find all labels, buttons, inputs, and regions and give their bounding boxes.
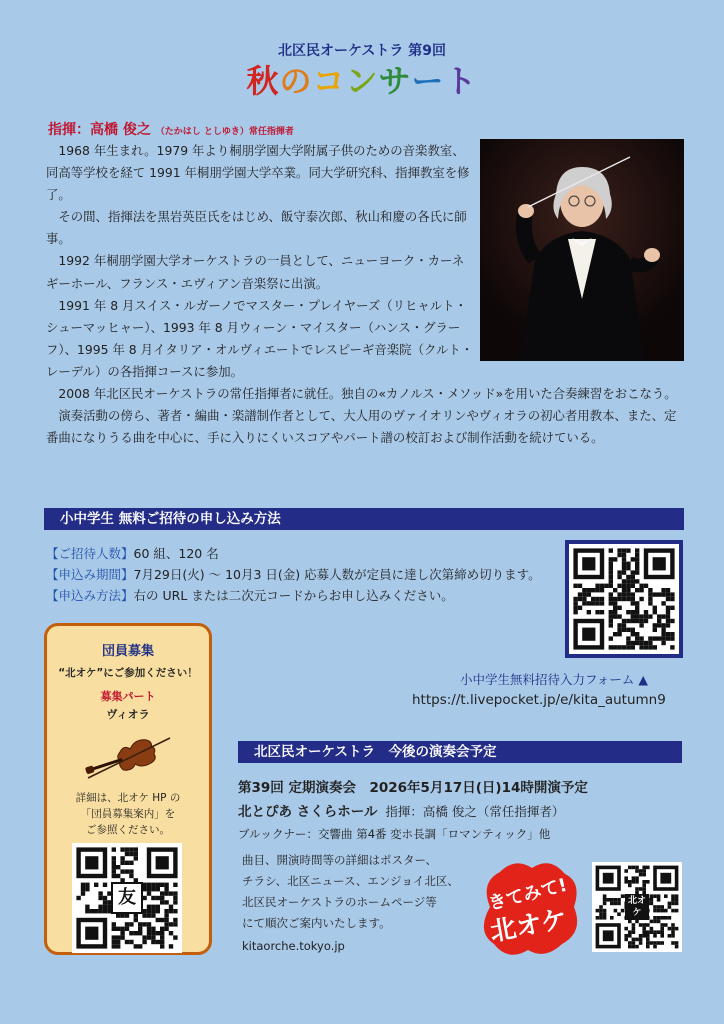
conductor-reading: （たかはし としゆき）常任指揮者 <box>155 127 294 137</box>
conductor-bio <box>46 140 677 449</box>
recruit-detail <box>47 790 209 838</box>
bio-paragraph: 2008 年北区民オーケストラの常任指揮者に就任。独自の«カノルス・メソッド»を用いた合奏練習をおこなう。 <box>58 386 677 402</box>
violin-icon <box>78 732 178 784</box>
schedule-qr-code[interactable] <box>592 862 682 952</box>
event-conductor: 指揮：高橋 俊之（常任指揮者） <box>385 804 565 819</box>
title-char: サ <box>378 62 412 100</box>
event-note-line: 曲目、開演時間等の詳細はポスター、 <box>242 853 438 867</box>
svg-text:きてみて!: きてみて! <box>486 874 570 915</box>
schedule-heading: 北区民オーケストラ 今後の演奏会予定 <box>238 741 682 763</box>
recruit-subtitle: “北オケ”にご参加ください！ <box>58 667 198 679</box>
event-note-line: にて順次ご案内いたします。 <box>242 916 391 930</box>
svg-text:北オケ: 北オケ <box>487 904 570 948</box>
title-char: ン <box>345 62 379 100</box>
recruit-detail-line: ご参照ください。 <box>86 824 170 836</box>
event-venue-line <box>238 800 564 820</box>
concert-subtitle: 北区民オーケストラ 第9回 <box>277 43 447 59</box>
title-char: 秋 <box>246 62 280 100</box>
event-program: ブルックナー：交響曲 第4番 変ホ長調「ロマンティック」他 <box>238 827 551 841</box>
website-link[interactable]: kitaorche.tokyo.jp <box>242 939 345 953</box>
recruit-qr-code[interactable] <box>72 843 182 953</box>
title-char: ー <box>411 62 445 100</box>
event-note-line: 北区民オーケストラのホームページ等 <box>242 895 437 909</box>
conductor-heading <box>48 119 294 139</box>
event-venue: 北とぴあ さくらホール <box>238 804 378 820</box>
row-value: 60 組、120 名 <box>133 546 219 561</box>
event-title: 第39回 定期演奏会 2026年5月17日(日)14時開演予定 <box>238 780 588 796</box>
recruit-title: 団員募集 <box>101 644 154 659</box>
recruit-detail-line: 「団員募集案内」を <box>80 808 176 820</box>
schedule-qr-mark: 北オケ <box>625 894 649 920</box>
invitation-heading: 小中学生 無料ご招待の申し込み方法 <box>44 508 684 530</box>
invitation-method-row <box>46 586 454 604</box>
bio-paragraph: 演奏活動の傍ら、著者・編曲・楽譜制作者として、大人用のヴァイオリンやヴィオラの初心者用教本、また、定番曲になりうる曲を中心に、手に入りにくいスコアやパート譜の校訂および制作活動を続けている。 <box>46 408 677 446</box>
bio-paragraph: 1991 年 8 月スイス・ルガーノでマスター・プレイヤーズ（リヒャルト・シューマッヒャー）、1993 年 8 月ウィーン・マイスター（ハンス・グラーフ）、1995 年 8 月イタリア・オルヴィエートでレスピーギ音楽院（クルト・レーデル）の各指揮コースに参加。 <box>46 297 474 379</box>
concert-title <box>0 56 724 102</box>
title-char: コ <box>312 62 346 100</box>
bio-paragraph: 1992 年桐朋学園大学オーケストラの一員として、ニューヨーク・カーネギーホール、フランス・エヴィアン音楽祭に出演。 <box>46 253 465 291</box>
row-label: 【ご招待人数】 <box>46 546 134 561</box>
recruit-qr-mark: 友 <box>111 882 143 914</box>
conductor-name: 指揮：高橋 俊之 <box>48 122 151 138</box>
event-note <box>242 850 459 957</box>
row-value: 右の URL または二次元コードからお申し込みください。 <box>133 588 454 603</box>
conductor-photo <box>480 139 684 361</box>
recruit-part-label: 募集パート <box>100 690 156 703</box>
invitation-period-row <box>46 565 541 583</box>
invitation-count-row <box>46 544 219 562</box>
form-label: 小中学生無料招待入力フォーム ▲ <box>460 672 648 687</box>
title-char: の <box>279 62 313 100</box>
event-note-line: チラシ、北区ニュース、エンジョイ北区、 <box>242 874 459 888</box>
title-char: ト <box>444 62 478 100</box>
recruit-detail-line: 詳細は、北オケ HP の <box>75 792 181 804</box>
row-label: 【申込み方法】 <box>46 588 134 603</box>
invitation-qr-code[interactable] <box>565 540 683 658</box>
recruit-part: ヴィオラ <box>106 708 150 721</box>
row-value: 7月29日(火) ～ 10月3 日(金) 応募人数が定員に達し次第締め切ります。 <box>133 567 541 582</box>
bio-paragraph: その間、指揮法を黒岩英臣氏をはじめ、飯守泰次郎、秋山和慶の各氏に師事。 <box>46 209 467 247</box>
kitaoke-stamp-logo <box>470 852 588 964</box>
form-url-link[interactable]: https://t.livepocket.jp/e/kita_autumn9 <box>412 692 666 708</box>
bio-paragraph: 1968 年生まれ。1979 年より桐朋学園大学附属子供のための音楽教室、同高等学校を経て 1991 年桐朋学園大学卒業。同大学研究科、指揮教室を修了。 <box>46 143 470 203</box>
row-label: 【申込み期間】 <box>46 567 134 582</box>
